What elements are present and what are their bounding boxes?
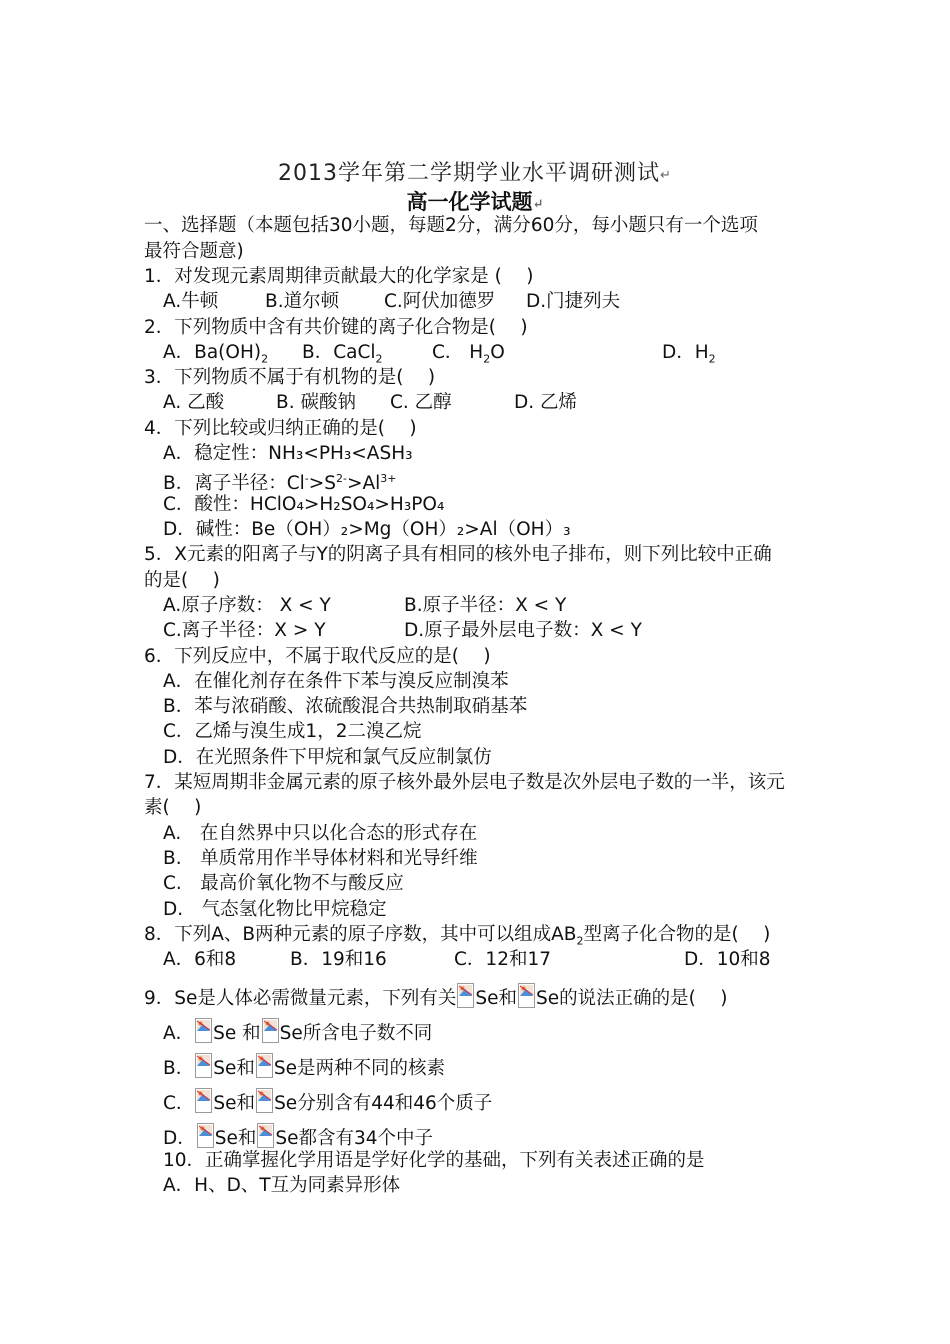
q4-option-c: C．酸性：HClO₄>H₂SO₄>H₃PO₄ <box>163 494 445 515</box>
q2-option-d: D．$H_2$ <box>662 342 716 366</box>
q4-option-a: A．稳定性：NH₃<PH₃<ASH₃ <box>163 443 413 464</box>
q10-stem: 10．正确掌握化学用语是学好化学的基础，下列有关表述正确的是 <box>163 1150 705 1171</box>
exam-subtitle: 高一化学试题↵ <box>406 189 544 214</box>
q6-stem: 6．下列反应中，不属于取代反应的是( ) <box>144 646 491 667</box>
q9-option-d: D． Se和 Se都含有34个中子 <box>163 1123 433 1151</box>
q4-stem: 4．下列比较或归纳正确的是( ) <box>144 418 417 439</box>
broken-image-icon <box>518 983 535 1008</box>
q7-stem-line2: 素( ) <box>144 797 202 818</box>
q3-option-d: D. 乙烯 <box>514 392 578 413</box>
q1-option-c: C.阿伏加德罗 <box>384 291 496 312</box>
q1-option-a: A.牛顿 <box>163 291 219 312</box>
broken-image-icon <box>257 1123 274 1148</box>
q4-option-d: D．碱性：Be（OH）₂>Mg（OH）₂>Al（OH）₃ <box>163 519 571 540</box>
q2-option-b: B．CaCl$_2$ <box>302 342 383 366</box>
q9-stem: 9．Se是人体必需微量元素，下列有关 Se和 Se的说法正确的是( ) <box>144 983 728 1011</box>
q5-option-b: B.原子半径：X < Y <box>404 595 567 616</box>
q5-option-a: A.原子序数： X < Y <box>163 595 331 616</box>
broken-image-icon <box>195 1088 212 1113</box>
q1-option-b: B.道尔顿 <box>265 291 340 312</box>
q9-option-c: C． Se和 Se分别含有44和46个质子 <box>163 1088 492 1116</box>
q8-option-b: B．19和16 <box>290 949 387 970</box>
q3-stem: 3．下列物质不属于有机物的是( ) <box>144 367 436 388</box>
q8-option-c: C．12和17 <box>454 949 551 970</box>
q6-option-b: B．苯与浓硝酸、浓硫酸混合共热制取硝基苯 <box>163 696 528 717</box>
broken-image-icon <box>256 1088 273 1113</box>
q2-option-c: C． $H_2O$ <box>432 342 505 366</box>
q7-option-c: C. 最高价氧化物不与酸反应 <box>163 873 404 894</box>
q2-stem: 2．下列物质中含有共价键的离子化合物是( ) <box>144 317 528 338</box>
section-heading-line1: 一、选择题（本题包括30小题，每题2分，满分60分，每小题只有一个选项 <box>144 215 758 236</box>
broken-image-icon <box>256 1053 273 1078</box>
q2-option-a: A．$Ba(OH)_2$ <box>163 342 269 366</box>
broken-image-icon <box>195 1053 212 1078</box>
broken-image-icon <box>262 1018 279 1043</box>
q7-option-d: D. 气态氢化物比甲烷稳定 <box>163 899 387 920</box>
q8-option-a: A．6和8 <box>163 949 237 970</box>
q8-option-d: D．10和8 <box>684 949 771 970</box>
q6-option-a: A．在催化剂存在条件下苯与溴反应制溴苯 <box>163 671 509 692</box>
broken-image-icon <box>195 1018 212 1043</box>
q1-option-d: D.门捷列夫 <box>526 291 621 312</box>
q5-option-d: D.原子最外层电子数：X < Y <box>404 620 642 641</box>
q6-option-c: C．乙烯与溴生成1，2二溴乙烷 <box>163 721 422 742</box>
q5-option-c: C.离子半径：X > Y <box>163 620 326 641</box>
q3-option-c: C. 乙醇 <box>390 392 452 413</box>
q9-option-a: A． Se 和 Se所含电子数不同 <box>163 1018 432 1046</box>
q5-stem-line1: 5．X元素的阳离子与Y的阴离子具有相同的核外电子排布，则下列比较中正确 <box>144 544 772 565</box>
q7-option-b: B. 单质常用作半导体材料和光导纤维 <box>163 848 478 869</box>
q3-option-a: A. 乙酸 <box>163 392 225 413</box>
q7-option-a: A. 在自然界中只以化合态的形式存在 <box>163 823 478 844</box>
section-heading-line2: 最符合题意) <box>144 241 244 262</box>
q7-stem-line1: 7．某短周期非金属元素的原子核外最外层电子数是次外层电子数的一半，该元 <box>144 772 785 793</box>
q9-option-b: B． Se和 Se是两种不同的核素 <box>163 1053 445 1081</box>
q8-stem: 8．下列A、B两种元素的原子序数，其中可以组成$AB_2$型离子化合物的是( ) <box>144 924 771 948</box>
q10-option-a: A．H、D、T互为同素异形体 <box>163 1175 401 1196</box>
q1-stem: 1．对发现元素周期律贡献最大的化学家是 ( ) <box>144 266 534 287</box>
q5-stem-line2: 的是( ) <box>144 570 220 591</box>
q4-option-b: B．离子半径：$Cl^->S^{2-}>Al^{3+}$ <box>163 472 397 495</box>
q3-option-b: B. 碳酸钠 <box>276 392 356 413</box>
q6-option-d: D．在光照条件下甲烷和氯气反应制氯仿 <box>163 747 492 768</box>
exam-title: 2013学年第二学期学业水平调研测试↵ <box>278 161 672 186</box>
broken-image-icon <box>457 983 474 1008</box>
broken-image-icon <box>197 1123 214 1148</box>
